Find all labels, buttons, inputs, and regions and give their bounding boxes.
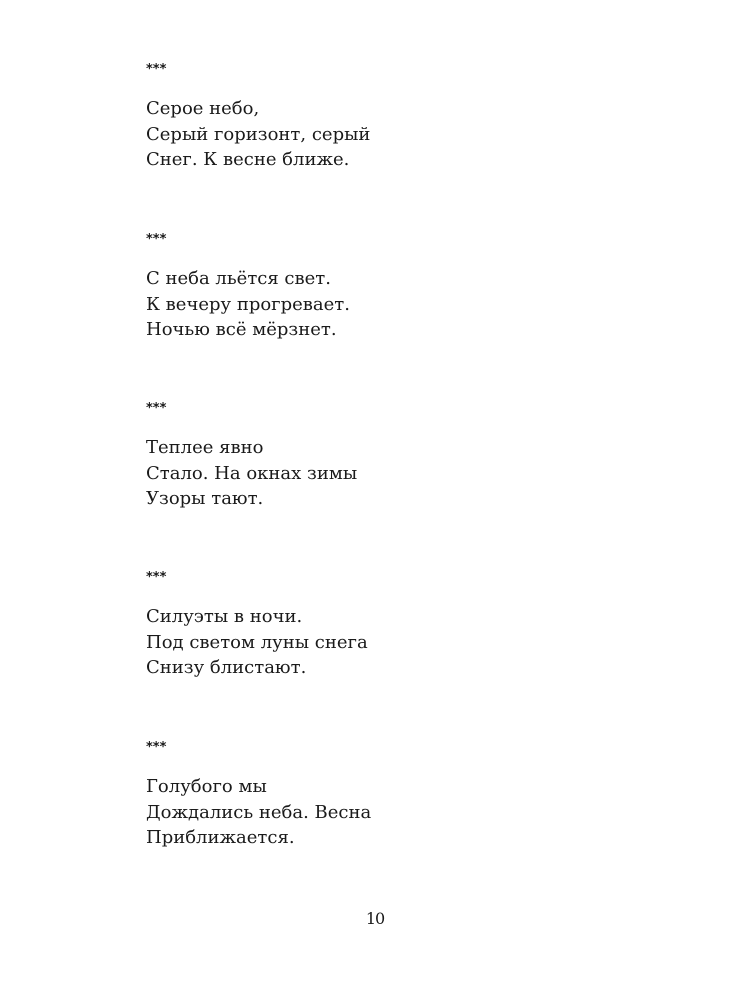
poem-line: С неба льётся свет. [146, 268, 331, 289]
poem-2 [146, 232, 646, 343]
poem-line: Серый горизонт, серый [146, 123, 371, 145]
poem-line: Теплее явно [146, 437, 264, 458]
poem-5 [146, 740, 646, 851]
page-number: 10 [365, 909, 385, 928]
poem-line: Снег. К весне ближе. [146, 149, 350, 170]
poem-separator: *** [146, 232, 167, 247]
poem-line: Серое небо, [146, 98, 260, 119]
poem-line: Дождались неба. Весна [146, 801, 372, 823]
poem-line: Узоры тают. [146, 488, 264, 509]
poem-line: Стало. На окнах зимы [146, 462, 358, 484]
poem-separator: *** [146, 401, 167, 416]
poem-line: Силуэты в ночи. [146, 606, 303, 627]
poem-separator: *** [146, 62, 167, 77]
poem-4 [146, 570, 646, 681]
poem-line: Голубого мы [146, 776, 267, 797]
poem-separator: *** [146, 570, 167, 585]
poem-line: К вечеру прогревает. [146, 293, 350, 315]
poem-line: Ночью всё мёрзнет. [146, 319, 337, 340]
poem-line: Под светом луны снега [146, 631, 368, 653]
poem-line: Приближается. [146, 827, 295, 848]
poem-line: Снизу блистают. [146, 657, 307, 678]
poem-separator: *** [146, 740, 167, 755]
poem-1 [146, 62, 646, 173]
poem-3 [146, 401, 646, 512]
